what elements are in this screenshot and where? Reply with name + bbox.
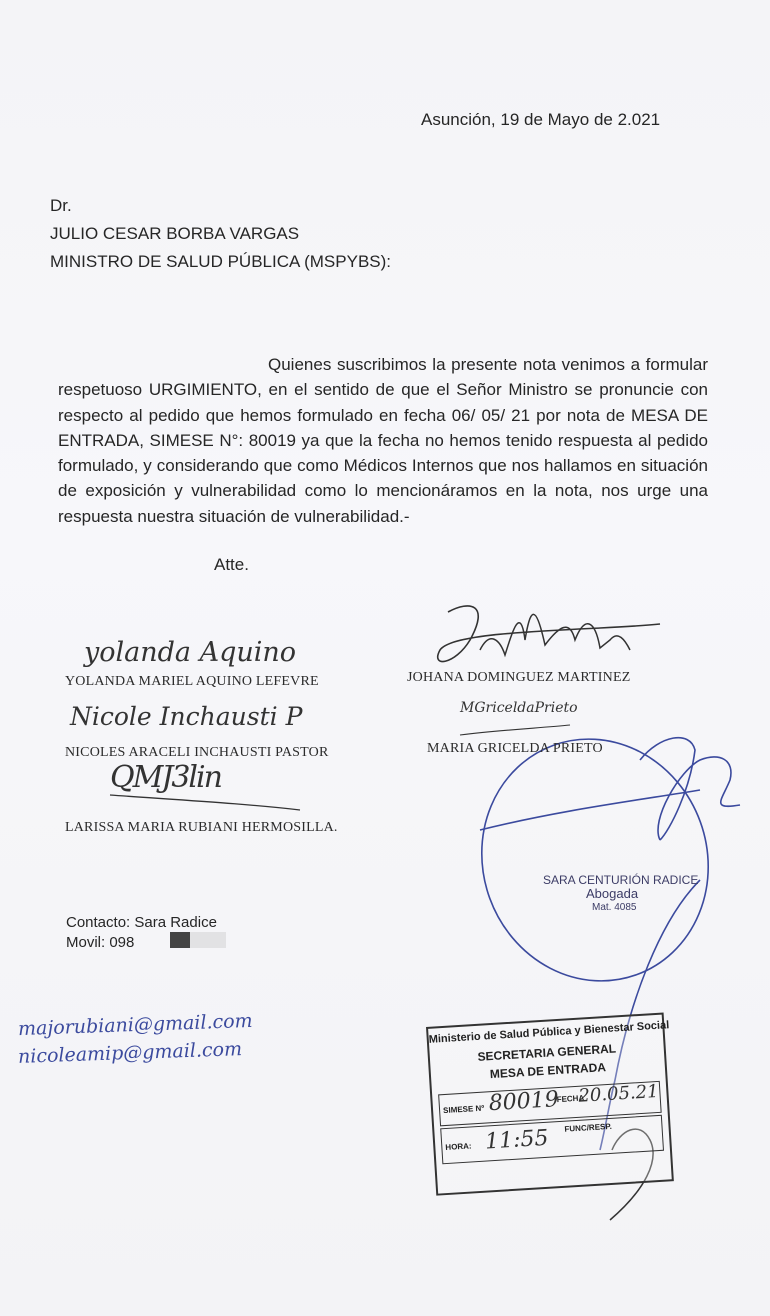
stamp-secretaria: SECRETARIA GENERAL: [477, 1041, 617, 1064]
letter-body: Quienes suscribimos la presente nota venimos a formular respetuoso URGIMIENTO, en el sentido de que el Señor Ministro se pronuncie con respecto al pedido que hemos formulado en fecha 06/ 05/ 21 por nota de MESA DE ENTRADA, SIMESE N°: 80019 ya que la fecha no hemos tenido respuesta al pedido formulado, y considerando que como Médicos Internos que nos hallamos en situación de exposición y vulnerabilidad como lo mencionáramos en la nota, nos urge una respuesta nuestra situación de vulnerabilidad.-: [58, 355, 708, 526]
recipient-position: MINISTRO DE SALUD PÚBLICA (MSPYBS):: [50, 252, 392, 271]
closing: Atte.: [214, 555, 249, 574]
handwritten-email: majorubiani@gmail.com: [17, 1009, 253, 1041]
larissa-handwritten-signature: QMJ3lin: [110, 760, 221, 795]
stamp-simese-value: 80019: [488, 1087, 560, 1117]
nicole-handwritten-signature: Nicole Inchausti P: [70, 702, 303, 731]
contact-line: Contacto: Sara Radice: [66, 914, 217, 931]
stamp-simese-label: SIMESE Nº: [442, 1103, 485, 1116]
signatory-name: YOLANDA MARIEL AQUINO LEFEVRE: [65, 674, 319, 689]
mobile-line: Movil: 098: [66, 934, 135, 951]
signatory-name: LARISSA MARIA RUBIANI HERMOSILLA.: [65, 820, 338, 835]
lawyer-seal-title: Abogada: [586, 886, 639, 901]
lawyer-seal-name: SARA CENTURIÓN RADICE: [543, 873, 699, 887]
maria-signature-underline: [460, 725, 570, 735]
stamp-ministry: Ministerio de Salud Pública y Bienestar Social: [428, 1019, 670, 1046]
redacted-phone-block-light: [190, 932, 226, 948]
handwritten-email: nicoleamip@gmail.com: [17, 1038, 243, 1068]
signatory-name: NICOLES ARACELI INCHAUSTI PASTOR: [65, 745, 329, 760]
stamp-mesa-entrada: MESA DE ENTRADA: [489, 1060, 607, 1082]
johana-signature-stroke: [438, 606, 660, 662]
signatory-name: JOHANA DOMINGUEZ MARTINEZ: [407, 670, 631, 685]
lawyer-seal-registration: Mat. 4085: [592, 902, 637, 913]
stamp-fecha-label: FECHA: [556, 1093, 585, 1105]
stamp-func-label: FUNC/RESP.: [564, 1121, 613, 1134]
yolanda-handwritten-signature: yolanda Aquino: [84, 637, 297, 668]
stamp-hora-value: 11:55: [484, 1125, 550, 1155]
signatory-name: MARIA GRICELDA PRIETO: [427, 741, 603, 756]
larissa-signature-underline: [110, 795, 300, 810]
reception-stamp: [426, 1012, 674, 1195]
maria-handwritten-signature: MGriceldaPrieto: [460, 700, 578, 716]
stamp-fecha-value: 20.05.21: [577, 1080, 660, 1107]
recipient-title: Dr.: [50, 196, 72, 215]
recipient-name: JULIO CESAR BORBA VARGAS: [50, 224, 300, 243]
date-line: Asunción, 19 de Mayo de 2.021: [421, 110, 661, 129]
redacted-phone-block: [170, 932, 190, 948]
stamp-hora-label: HORA:: [445, 1141, 472, 1153]
